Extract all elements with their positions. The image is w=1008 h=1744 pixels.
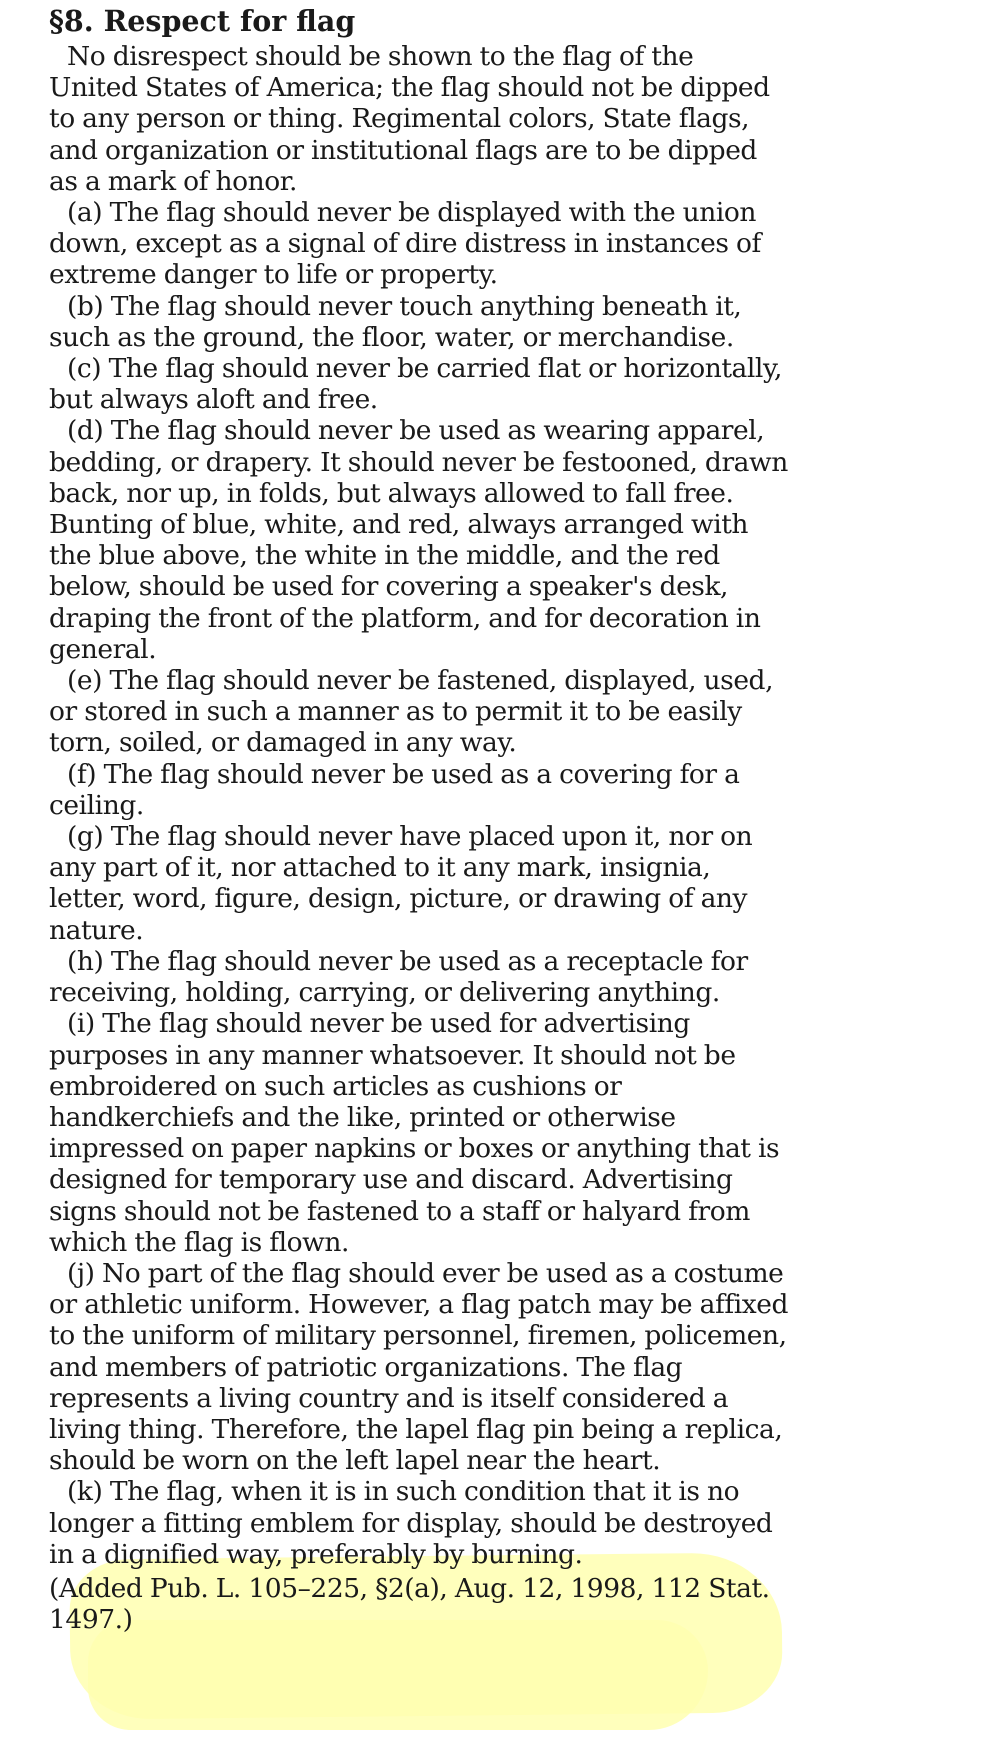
paragraph-e: (e) The flag should never be fastened, displayed, used, or stored in such a manner as to permit it to be easily torn, soiled, or damaged in any way. xyxy=(49,665,774,759)
statute-document xyxy=(49,0,789,1635)
paragraph-a: (a) The flag should never be displayed with the union down, except as a signal of dire distress in instances of extreme danger to life or property. xyxy=(49,197,761,291)
source-note: (Added Pub. L. 105–225, §2(a), Aug. 12, 1998, 112 Stat. 1497.) xyxy=(49,1572,770,1636)
paragraph-k: (k) The flag, when it is in such condition that it is no longer a fitting emblem for display, should be destroyed in a dignified way, preferably by burning. xyxy=(49,1476,773,1570)
intro-paragraph: No disrespect should be shown to the flag of the United States of America; the flag should not be dipped to any person or thing. Regimental colors, State flags, and organization or institutional flags are to be dipped as a mark of honor. xyxy=(49,41,770,197)
highlighter-mark-lower xyxy=(88,1620,708,1730)
paragraph-h: (h) The flag should never be used as a receptacle for receiving, holding, carrying, or delivering anything. xyxy=(49,945,748,1009)
paragraph-b: (b) The flag should never touch anything beneath it, such as the ground, the floor, water, or merchandise. xyxy=(49,290,742,353)
section-title: §8. Respect for flag xyxy=(49,4,356,38)
paragraph-c: (c) The flag should never be carried flat or horizontally, but always aloft and free. xyxy=(49,353,782,416)
paragraph-g: (g) The flag should never have placed upon it, nor on any part of it, nor attached to it any mark, insignia, letter, word, figure, design, picture, or drawing of any nature. xyxy=(49,821,753,946)
paragraph-d: (d) The flag should never be used as wearing apparel, bedding, or drapery. It should never be festooned, drawn back, nor up, in folds, but always allowed to fall free. Bunting of blue, white, and red, always arranged with the blue above, the white in the middle, and the red below, should be used for covering a speaker's desk, draping the front of the platform, and for decoration in general. xyxy=(49,415,788,665)
paragraph-i: (i) The flag should never be used for advertising purposes in any manner whatsoever. It should not be embroidered on such articles as cushions or handkerchiefs and the like, printed or otherwise impressed on paper napkins or boxes or anything that is designed for temporary use and discard. Advertising signs should not be fastened to a staff or halyard from which the flag is flown. xyxy=(49,1008,780,1258)
paragraph-j: (j) No part of the flag should ever be used as a costume or athletic uniform. However, a flag patch may be affixed to the uniform of military personnel, firemen, policemen, and members of patriotic organizations. The flag represents a living country and is itself considered a living thing. Therefore, the lapel flag pin being a replica, should be worn on the left lapel near the heart. xyxy=(49,1257,788,1477)
paragraph-f: (f) The flag should never be used as a covering for a ceiling. xyxy=(49,758,740,821)
